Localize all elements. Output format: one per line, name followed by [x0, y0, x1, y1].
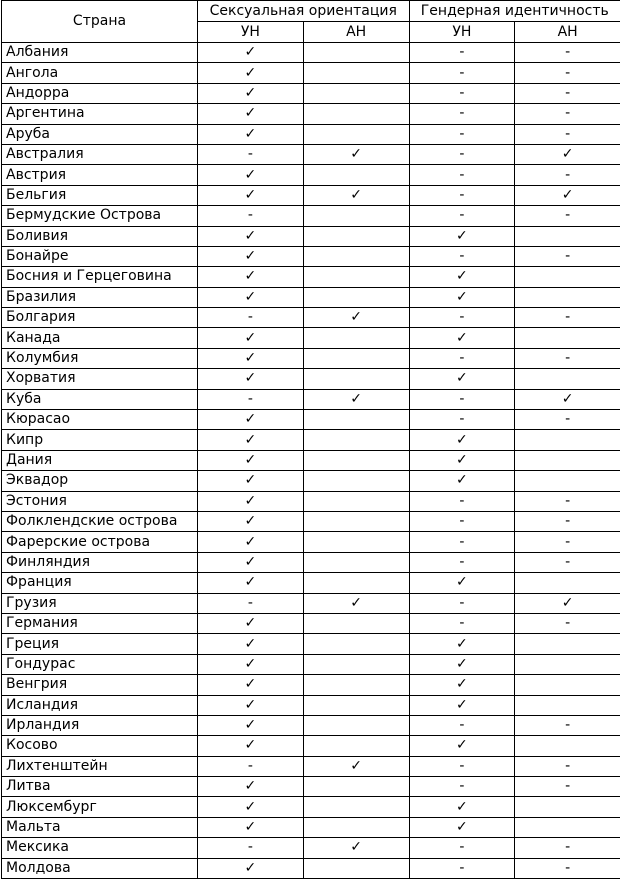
table-row: [2, 63, 620, 83]
table-row: [2, 206, 620, 226]
country-cell: Канада: [2, 328, 198, 348]
table-row: [2, 226, 620, 246]
sexual-un-cell: ✓: [198, 573, 304, 593]
country-cell: Аргентина: [2, 104, 198, 124]
sexual-un-cell: ✓: [198, 797, 304, 817]
country-cell: Эстония: [2, 491, 198, 511]
gender-an-cell: -: [515, 511, 620, 531]
gender-an-cell: [515, 573, 620, 593]
sexual-an-cell: [303, 736, 409, 756]
sexual-an-cell: [303, 675, 409, 695]
gender-an-cell: [515, 471, 620, 491]
table-row: [2, 471, 620, 491]
table-row: [2, 511, 620, 531]
gender-un-cell: -: [409, 348, 515, 368]
table-row: [2, 573, 620, 593]
sexual-an-cell: [303, 328, 409, 348]
country-cell: Боливия: [2, 226, 198, 246]
country-cell: Андорра: [2, 83, 198, 103]
country-cell: Бермудские Острова: [2, 206, 198, 226]
gender-an-cell: [515, 267, 620, 287]
country-cell: Косово: [2, 736, 198, 756]
sexual-an-cell: [303, 715, 409, 735]
sexual-un-cell: ✓: [198, 287, 304, 307]
gender-an-cell: -: [515, 246, 620, 266]
gender-an-cell: ✓: [515, 185, 620, 205]
gender-an-cell: -: [515, 491, 620, 511]
sexual-an-cell: [303, 573, 409, 593]
table-row: [2, 593, 620, 613]
sexual-an-cell: [303, 124, 409, 144]
country-cell: Люксембург: [2, 797, 198, 817]
gender-un-cell: -: [409, 491, 515, 511]
table-row: [2, 858, 620, 878]
sexual-un-cell: -: [198, 206, 304, 226]
country-cell: Кипр: [2, 430, 198, 450]
sexual-an-cell: [303, 532, 409, 552]
sexual-an-cell: [303, 634, 409, 654]
orientation-identity-table: [1, 0, 620, 879]
sexual-un-cell: -: [198, 389, 304, 409]
gender-an-cell: -: [515, 858, 620, 878]
gender-un-cell: -: [409, 206, 515, 226]
sexual-an-cell: [303, 267, 409, 287]
table-row: [2, 675, 620, 695]
table-row: [2, 43, 620, 63]
gender-un-cell: ✓: [409, 287, 515, 307]
country-cell: Лихтенштейн: [2, 756, 198, 776]
sexual-un-cell: ✓: [198, 348, 304, 368]
table-header: [2, 1, 620, 43]
table-row: [2, 817, 620, 837]
gender-an-cell: [515, 695, 620, 715]
gender-an-cell: -: [515, 613, 620, 633]
sexual-un-cell: ✓: [198, 471, 304, 491]
sexual-un-cell: -: [198, 838, 304, 858]
subheader-gender-an: АН: [515, 22, 620, 43]
sexual-an-cell: [303, 348, 409, 368]
gender-un-cell: -: [409, 63, 515, 83]
gender-un-cell: -: [409, 104, 515, 124]
sexual-un-cell: ✓: [198, 654, 304, 674]
country-cell: Албания: [2, 43, 198, 63]
gender-an-cell: [515, 287, 620, 307]
gender-an-cell: -: [515, 165, 620, 185]
table-row: [2, 328, 620, 348]
table-row: [2, 715, 620, 735]
sexual-un-cell: ✓: [198, 63, 304, 83]
sexual-an-cell: [303, 43, 409, 63]
country-cell: Австралия: [2, 144, 198, 164]
table-row: [2, 389, 620, 409]
sexual-an-cell: ✓: [303, 389, 409, 409]
gender-un-cell: ✓: [409, 695, 515, 715]
country-cell: Греция: [2, 634, 198, 654]
gender-un-cell: ✓: [409, 817, 515, 837]
sexual-un-cell: ✓: [198, 491, 304, 511]
gender-an-cell: ✓: [515, 593, 620, 613]
sexual-an-cell: [303, 104, 409, 124]
table-row: [2, 838, 620, 858]
country-cell: Венгрия: [2, 675, 198, 695]
gender-an-cell: [515, 654, 620, 674]
country-cell: Фарерские острова: [2, 532, 198, 552]
table-row: [2, 185, 620, 205]
sexual-an-cell: [303, 552, 409, 572]
table-row: [2, 777, 620, 797]
sexual-an-cell: [303, 817, 409, 837]
gender-un-cell: -: [409, 511, 515, 531]
gender-un-cell: -: [409, 858, 515, 878]
country-cell: Кюрасао: [2, 410, 198, 430]
table-row: [2, 410, 620, 430]
table-row: [2, 83, 620, 103]
gender-un-cell: -: [409, 532, 515, 552]
gender-un-cell: ✓: [409, 634, 515, 654]
gender-un-cell: -: [409, 593, 515, 613]
country-cell: Литва: [2, 777, 198, 797]
table-row: [2, 654, 620, 674]
table-row: [2, 736, 620, 756]
sexual-an-cell: [303, 450, 409, 470]
sexual-un-cell: ✓: [198, 246, 304, 266]
country-cell: Германия: [2, 613, 198, 633]
gender-un-cell: -: [409, 43, 515, 63]
sexual-an-cell: ✓: [303, 838, 409, 858]
sexual-an-cell: [303, 471, 409, 491]
gender-an-cell: [515, 226, 620, 246]
country-cell: Мальта: [2, 817, 198, 837]
gender-un-cell: ✓: [409, 797, 515, 817]
sexual-un-cell: ✓: [198, 777, 304, 797]
gender-un-cell: -: [409, 552, 515, 572]
country-cell: Бразилия: [2, 287, 198, 307]
sexual-an-cell: [303, 226, 409, 246]
sexual-un-cell: ✓: [198, 715, 304, 735]
country-cell: Франция: [2, 573, 198, 593]
table-row: [2, 348, 620, 368]
sexual-un-cell: ✓: [198, 736, 304, 756]
sexual-un-cell: ✓: [198, 83, 304, 103]
sexual-an-cell: [303, 410, 409, 430]
table-row: [2, 165, 620, 185]
table-row: [2, 308, 620, 328]
gender-un-cell: -: [409, 613, 515, 633]
gender-an-cell: [515, 736, 620, 756]
sexual-an-cell: [303, 165, 409, 185]
gender-an-cell: -: [515, 715, 620, 735]
gender-un-cell: -: [409, 410, 515, 430]
gender-un-cell: ✓: [409, 736, 515, 756]
gender-un-cell: -: [409, 185, 515, 205]
sexual-un-cell: ✓: [198, 369, 304, 389]
table-row: [2, 491, 620, 511]
gender-an-cell: -: [515, 124, 620, 144]
gender-an-cell: [515, 328, 620, 348]
gender-an-cell: [515, 450, 620, 470]
country-cell: Фолклендские острова: [2, 511, 198, 531]
sexual-an-cell: ✓: [303, 308, 409, 328]
gender-an-cell: [515, 675, 620, 695]
sexual-un-cell: ✓: [198, 124, 304, 144]
country-cell: Молдова: [2, 858, 198, 878]
sexual-un-cell: ✓: [198, 511, 304, 531]
table-row: [2, 124, 620, 144]
gender-an-cell: [515, 430, 620, 450]
gender-un-cell: -: [409, 756, 515, 776]
sexual-un-cell: ✓: [198, 817, 304, 837]
gender-an-cell: -: [515, 348, 620, 368]
country-cell: Гондурас: [2, 654, 198, 674]
gender-an-cell: -: [515, 43, 620, 63]
sexual-an-cell: [303, 83, 409, 103]
gender-an-cell: -: [515, 63, 620, 83]
gender-un-cell: ✓: [409, 267, 515, 287]
sexual-un-cell: ✓: [198, 104, 304, 124]
gender-un-cell: -: [409, 389, 515, 409]
gender-un-cell: -: [409, 144, 515, 164]
gender-un-cell: -: [409, 777, 515, 797]
country-cell: Аруба: [2, 124, 198, 144]
gender-an-cell: [515, 369, 620, 389]
gender-an-cell: -: [515, 308, 620, 328]
country-cell: Мексика: [2, 838, 198, 858]
gender-an-cell: -: [515, 206, 620, 226]
gender-an-cell: -: [515, 777, 620, 797]
country-cell: Ирландия: [2, 715, 198, 735]
gender-un-cell: -: [409, 838, 515, 858]
gender-un-cell: ✓: [409, 226, 515, 246]
country-cell: Колумбия: [2, 348, 198, 368]
sexual-an-cell: [303, 246, 409, 266]
sexual-un-cell: ✓: [198, 328, 304, 348]
gender-un-cell: ✓: [409, 369, 515, 389]
sexual-un-cell: ✓: [198, 675, 304, 695]
subheader-gender-un: УН: [409, 22, 515, 43]
country-cell: Болгария: [2, 308, 198, 328]
table-row: [2, 450, 620, 470]
sexual-an-cell: [303, 369, 409, 389]
gender-an-cell: -: [515, 552, 620, 572]
gender-an-cell: -: [515, 756, 620, 776]
sexual-un-cell: ✓: [198, 43, 304, 63]
sexual-an-cell: [303, 430, 409, 450]
gender-an-cell: ✓: [515, 144, 620, 164]
sexual-un-cell: ✓: [198, 430, 304, 450]
sexual-un-cell: -: [198, 593, 304, 613]
country-cell: Бонайре: [2, 246, 198, 266]
subheader-sexual-un: УН: [198, 22, 304, 43]
sexual-an-cell: [303, 206, 409, 226]
sexual-an-cell: ✓: [303, 593, 409, 613]
gender-an-cell: -: [515, 410, 620, 430]
sexual-an-cell: [303, 63, 409, 83]
country-cell: Ангола: [2, 63, 198, 83]
country-cell: Бельгия: [2, 185, 198, 205]
gender-an-cell: [515, 797, 620, 817]
subheader-sexual-an: АН: [303, 22, 409, 43]
sexual-an-cell: [303, 613, 409, 633]
sexual-un-cell: ✓: [198, 185, 304, 205]
sexual-an-cell: [303, 287, 409, 307]
country-cell: Финляндия: [2, 552, 198, 572]
sexual-an-cell: [303, 511, 409, 531]
sexual-un-cell: ✓: [198, 613, 304, 633]
gender-un-cell: -: [409, 83, 515, 103]
gender-un-cell: -: [409, 165, 515, 185]
country-cell: Австрия: [2, 165, 198, 185]
gender-un-cell: ✓: [409, 471, 515, 491]
gender-un-cell: -: [409, 715, 515, 735]
table-row: [2, 369, 620, 389]
country-cell: Исландия: [2, 695, 198, 715]
sexual-un-cell: ✓: [198, 858, 304, 878]
header-sexual-orientation: Сексуальная ориентация: [198, 1, 410, 22]
country-cell: Грузия: [2, 593, 198, 613]
gender-an-cell: ✓: [515, 389, 620, 409]
gender-an-cell: -: [515, 532, 620, 552]
table-row: [2, 797, 620, 817]
sexual-un-cell: ✓: [198, 267, 304, 287]
sexual-un-cell: ✓: [198, 695, 304, 715]
table-body: [2, 43, 620, 879]
gender-an-cell: -: [515, 83, 620, 103]
sexual-an-cell: [303, 777, 409, 797]
sexual-un-cell: -: [198, 756, 304, 776]
sexual-un-cell: ✓: [198, 450, 304, 470]
country-cell: Куба: [2, 389, 198, 409]
country-cell: Дания: [2, 450, 198, 470]
gender-un-cell: -: [409, 246, 515, 266]
gender-un-cell: ✓: [409, 675, 515, 695]
sexual-an-cell: ✓: [303, 756, 409, 776]
gender-an-cell: [515, 634, 620, 654]
country-cell: Босния и Герцеговина: [2, 267, 198, 287]
sexual-un-cell: ✓: [198, 634, 304, 654]
gender-un-cell: -: [409, 308, 515, 328]
table-row: [2, 287, 620, 307]
gender-un-cell: ✓: [409, 450, 515, 470]
sexual-an-cell: [303, 695, 409, 715]
country-cell: Хорватия: [2, 369, 198, 389]
table-row: [2, 267, 620, 287]
sexual-un-cell: ✓: [198, 226, 304, 246]
table-row: [2, 532, 620, 552]
sexual-an-cell: [303, 858, 409, 878]
sexual-an-cell: [303, 491, 409, 511]
sexual-an-cell: ✓: [303, 185, 409, 205]
country-cell: Эквадор: [2, 471, 198, 491]
table-row: [2, 613, 620, 633]
sexual-an-cell: [303, 654, 409, 674]
table-row: [2, 104, 620, 124]
gender-un-cell: ✓: [409, 573, 515, 593]
sexual-un-cell: ✓: [198, 165, 304, 185]
gender-an-cell: -: [515, 104, 620, 124]
table-row: [2, 695, 620, 715]
sexual-un-cell: -: [198, 308, 304, 328]
sexual-un-cell: -: [198, 144, 304, 164]
table-row: [2, 634, 620, 654]
header-gender-identity: Гендерная идентичность: [409, 1, 620, 22]
gender-an-cell: -: [515, 838, 620, 858]
table-row: [2, 552, 620, 572]
gender-an-cell: [515, 817, 620, 837]
sexual-un-cell: ✓: [198, 552, 304, 572]
table-row: [2, 756, 620, 776]
table-row: [2, 430, 620, 450]
sexual-an-cell: ✓: [303, 144, 409, 164]
gender-un-cell: ✓: [409, 430, 515, 450]
sexual-un-cell: ✓: [198, 410, 304, 430]
sexual-un-cell: ✓: [198, 532, 304, 552]
header-country: Страна: [2, 1, 198, 43]
gender-un-cell: ✓: [409, 328, 515, 348]
gender-un-cell: ✓: [409, 654, 515, 674]
table-row: [2, 144, 620, 164]
sexual-an-cell: [303, 797, 409, 817]
gender-un-cell: -: [409, 124, 515, 144]
table-row: [2, 246, 620, 266]
